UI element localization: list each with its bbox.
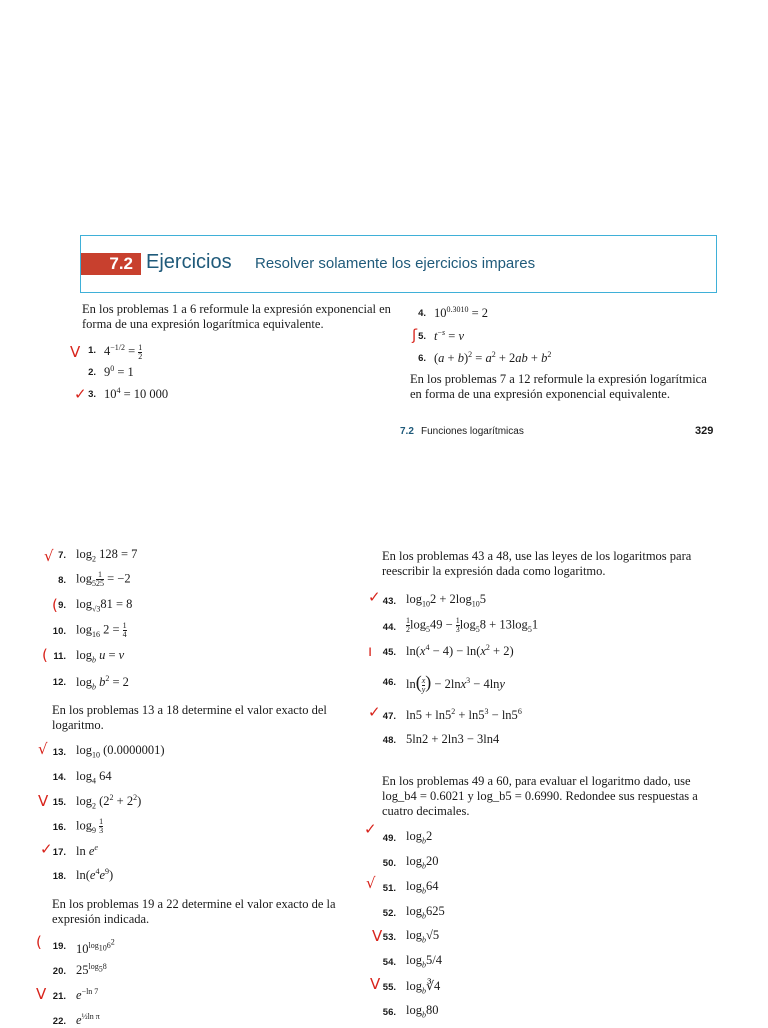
instructions-1-6: En los problemas 1 a 6 reformule la expresión exponencial en forma de una expresión logarítmica equivalente.	[82, 302, 391, 331]
section-number-badge: 7.2	[81, 253, 141, 275]
problem-16-expr: $\log_9$ $\frac{1}{3}$	[76, 817, 104, 835]
problem-number: 18.	[52, 871, 66, 882]
check-mark-icon: (	[42, 646, 48, 664]
problem-1-expr: $4^{-1/2}$ = $\frac{1}{2}$	[104, 342, 143, 361]
problem-19-expr: $10^{log_{10}6^2}$	[76, 937, 115, 956]
problem-number: 22.	[52, 1016, 66, 1027]
problem-6-expr: $(a + b)^2 = a^2 + 2ab + b^2$	[434, 350, 552, 366]
problem-number: 12.	[52, 677, 66, 688]
check-mark-icon: V	[70, 343, 81, 361]
instructions-13-18: En los problemas 13 a 18 determine el valor exacto del logaritmo.	[52, 703, 327, 732]
problem-20-expr: $25^{log_58}$	[76, 962, 107, 978]
problem-4-expr: $10^{0.3010} = 2$	[434, 305, 489, 321]
check-mark-icon: √	[44, 547, 54, 565]
problem-43-expr: $\log_{10}2 + 2\log_{10}5$	[406, 592, 487, 609]
check-mark-icon: (	[36, 933, 42, 951]
section-instruction: Resolver solamente los ejercicios impares	[255, 255, 536, 272]
check-mark-icon: √	[38, 740, 48, 758]
problem-number: 56.	[382, 1007, 396, 1018]
problem-number: 46.	[382, 677, 396, 688]
problem-50-expr: $\log_b20$	[406, 854, 439, 871]
problem-number: 15.	[52, 797, 66, 808]
check-mark-icon: √	[366, 874, 376, 892]
problem-18-expr: $\ln(e^4e^9)$	[76, 867, 114, 883]
check-mark-icon: V	[36, 985, 47, 1003]
problem-number: 19.	[52, 941, 66, 952]
problem-17-expr: $\ln e^e$	[76, 843, 98, 859]
check-mark-icon: (	[52, 596, 58, 614]
problem-number: 5.	[418, 331, 426, 342]
instructions-19-22: En los problemas 19 a 22 determine el valor exacto de la expresión indicada.	[52, 897, 336, 926]
problem-number: 2.	[88, 367, 96, 378]
problem-number: 11.	[53, 651, 66, 662]
problem-number: 55.	[382, 982, 396, 993]
problem-number: 43.	[382, 596, 396, 607]
problem-48-expr: 5ln2 + 2ln3 − 3ln4	[406, 732, 500, 746]
check-mark-icon: V	[38, 792, 49, 810]
page-number: 329	[695, 425, 714, 437]
instructions-43-48: En los problemas 43 a 48, use las leyes de los logaritmos para reescribir la expresión dada como logaritmo.	[382, 549, 692, 578]
running-head-section: 7.2	[400, 426, 414, 437]
problem-22-expr: $e^{\frac{1}{2}ln \pi}$	[76, 1012, 100, 1028]
check-mark-icon: ✓	[368, 588, 381, 606]
problem-9-expr: $\log_{√3}81 = 8$	[76, 597, 133, 614]
problem-51-expr: $\log_b64$	[406, 879, 439, 896]
section-title: Ejercicios	[146, 251, 232, 273]
problem-15-expr: $\log_2 (2^2 + 2^2)$	[76, 793, 142, 811]
problem-number: 54.	[382, 957, 396, 968]
problem-number: 4.	[418, 308, 426, 319]
problem-number: 13.	[52, 747, 66, 758]
problem-11-expr: $\log_b u = v$	[76, 648, 125, 665]
problem-2-expr: $9^0 = 1$	[104, 364, 134, 380]
problem-13-expr: $\log_{10} (0.0000001)$	[76, 743, 165, 760]
problem-number: 8.	[58, 575, 66, 586]
problem-7-expr: $\log_2 128 = 7$	[76, 547, 138, 564]
problem-number: 45.	[382, 647, 396, 658]
problem-52-expr: $\log_b625$	[406, 904, 445, 921]
problem-5-expr: $t^{-s} = v$	[434, 328, 464, 344]
problem-number: 51.	[382, 883, 396, 894]
problem-number: 49.	[382, 833, 396, 844]
problem-55-expr: $\log_b∛4$	[406, 979, 441, 996]
problem-number: 47.	[382, 711, 396, 722]
problem-46-expr: ln( $\frac{x}{y}$ ) − 2lnx$^3$ − 4lny	[406, 672, 505, 694]
strike-mark-icon: ʃ	[412, 326, 418, 344]
problem-47-expr: $\ln 5 + \ln 5^2 + \ln 5^3 - \ln 5^6$	[406, 707, 522, 723]
problem-45-expr: $\ln(x^4 - 4) - \ln(x^2 + 2)$	[406, 643, 514, 659]
problem-number: 50.	[382, 858, 396, 869]
problem-number: 6.	[418, 353, 426, 364]
problem-number: 53.	[382, 932, 396, 943]
running-head-title: Funciones logarítmicas	[421, 426, 524, 437]
problem-8-expr: $\log_5$ $\frac{1}{25}$ = −2	[76, 570, 131, 588]
problem-53-expr: $\log_b√5$	[406, 928, 440, 945]
problem-number: 21.	[52, 991, 66, 1002]
problem-56-expr: $\log_b80$	[406, 1003, 439, 1020]
problem-number: 9.	[58, 600, 66, 611]
problem-number: 48.	[382, 735, 396, 746]
problem-number: 7.	[58, 550, 66, 561]
problem-3-expr: $10^4 = 10$ 000	[104, 386, 169, 402]
problem-14-expr: $\log_4 64$	[76, 769, 112, 786]
problem-number: 52.	[382, 908, 396, 919]
problem-44-expr: $\frac{1}{2}$ $\log_549$ − $\frac{1}{3}$ $\log_58 + 13\log_51$	[406, 616, 539, 634]
problem-12-expr: $\log_b b^2 = 2$	[76, 674, 129, 692]
problem-number: 20.	[52, 966, 66, 977]
problem-number: 1.	[88, 345, 96, 356]
check-mark-icon: ✓	[74, 385, 87, 403]
check-mark-icon: V	[372, 927, 383, 945]
problem-number: 44.	[382, 622, 396, 633]
problem-number: 14.	[52, 772, 66, 783]
problem-49-expr: $\log_b2$	[406, 829, 433, 846]
instructions-49-60: En los problemas 49 a 60, para evaluar el logaritmo dado, use log_b4 = 0.6021 y log_b5 = 0.6990. Redondee sus respuestas a cuatro decimales.	[382, 774, 698, 818]
check-mark-icon: ı	[368, 642, 373, 660]
check-mark-icon: ✓	[40, 840, 53, 858]
problem-number: 10.	[52, 626, 66, 637]
problem-number: 16.	[52, 822, 66, 833]
check-mark-icon: ✓	[368, 703, 381, 721]
check-mark-icon: V	[370, 975, 381, 993]
problem-54-expr: $\log_b5/4$	[406, 953, 442, 970]
problem-number: 3.	[88, 389, 96, 400]
problem-number: 17.	[52, 847, 66, 858]
instructions-7-12: En los problemas 7 a 12 reformule la expresión logarítmica en forma de una expresión exponencial equivalente.	[410, 372, 707, 401]
problem-21-expr: $e^{-ln 7}$	[76, 987, 99, 1003]
check-mark-icon: ✓	[364, 820, 377, 838]
problem-10-expr: $\log_{16} 2$ = $\frac{1}{4}$	[76, 621, 127, 639]
